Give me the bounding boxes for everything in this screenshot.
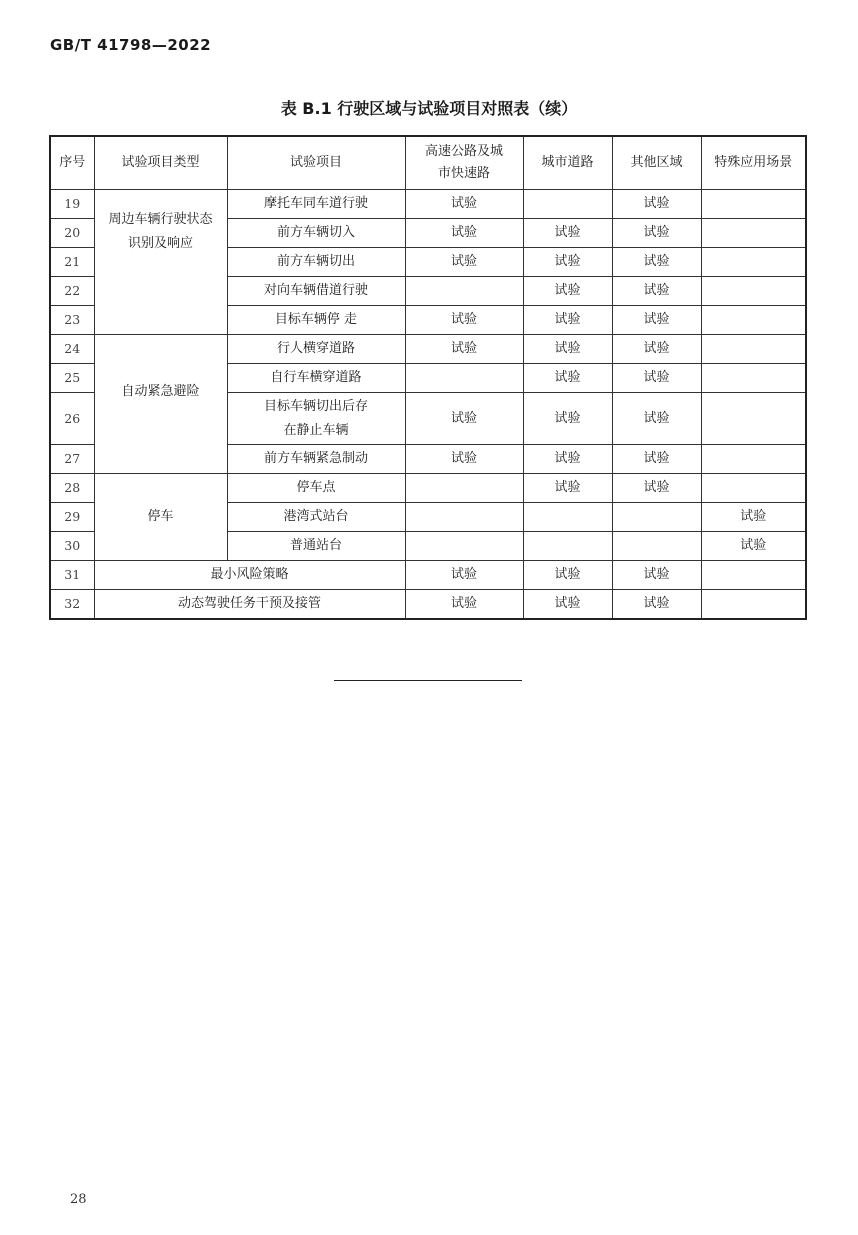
city-cell: 试验 [523, 219, 612, 248]
city-cell: 试验 [523, 445, 612, 474]
item-cell: 目标车辆停 走 [227, 306, 405, 335]
city-cell: 试验 [523, 364, 612, 393]
city-cell: 试验 [523, 277, 612, 306]
highway-cell: 试验 [405, 590, 523, 619]
item-cell: 自行车横穿道路 [227, 364, 405, 393]
city-cell: 试验 [523, 474, 612, 503]
table-row [50, 590, 806, 619]
item-cell: 普通站台 [227, 532, 405, 561]
header-other: 其他区域 [612, 136, 701, 190]
other-cell: 试验 [612, 561, 701, 590]
seq-cell: 25 [50, 364, 94, 393]
special-cell [701, 445, 806, 474]
standard-code: GB/T 41798—2022 [50, 36, 212, 54]
table-header-row [50, 136, 806, 190]
special-cell [701, 248, 806, 277]
item-cell: 前方车辆切出 [227, 248, 405, 277]
city-cell [523, 503, 612, 532]
table-row [50, 561, 806, 590]
seq-cell: 24 [50, 335, 94, 364]
item-cell: 摩托车同车道行驶 [227, 190, 405, 219]
special-cell [701, 561, 806, 590]
table-title: 表 B.1 行驶区域与试验项目对照表（续） [280, 99, 578, 118]
group-cell: 停车 [94, 474, 227, 561]
item-cell: 前方车辆紧急制动 [227, 445, 405, 474]
highway-cell [405, 474, 523, 503]
other-cell: 试验 [612, 277, 701, 306]
special-cell: 试验 [701, 532, 806, 561]
special-cell [701, 190, 806, 219]
highway-cell: 试验 [405, 393, 523, 445]
city-cell: 试验 [523, 248, 612, 277]
highway-cell [405, 364, 523, 393]
city-cell: 试验 [523, 335, 612, 364]
special-cell [701, 590, 806, 619]
table-row [50, 335, 806, 364]
highway-cell: 试验 [405, 306, 523, 335]
city-cell: 试验 [523, 306, 612, 335]
header-highway: 高速公路及城市快速路 [405, 136, 523, 190]
other-cell: 试验 [612, 335, 701, 364]
header-city: 城市道路 [523, 136, 612, 190]
item-cell: 前方车辆切入 [227, 219, 405, 248]
seq-cell: 26 [50, 393, 94, 445]
other-cell: 试验 [612, 590, 701, 619]
special-cell [701, 277, 806, 306]
seq-cell: 32 [50, 590, 94, 619]
other-cell: 试验 [612, 190, 701, 219]
item-cell: 目标车辆切出后存在静止车辆 [227, 393, 405, 445]
comparison-table [49, 135, 807, 620]
highway-cell [405, 503, 523, 532]
other-cell: 试验 [612, 219, 701, 248]
seq-cell: 29 [50, 503, 94, 532]
header-seq: 序号 [50, 136, 94, 190]
city-cell: 试验 [523, 590, 612, 619]
highway-cell: 试验 [405, 248, 523, 277]
page-number: 28 [70, 1192, 87, 1207]
special-cell [701, 219, 806, 248]
item-cell: 动态驾驶任务干预及接管 [94, 590, 405, 619]
group-cell: 周边车辆行驶状态识别及响应 [94, 190, 227, 335]
seq-cell: 23 [50, 306, 94, 335]
header-special: 特殊应用场景 [701, 136, 806, 190]
header-type: 试验项目类型 [94, 136, 227, 190]
other-cell [612, 532, 701, 561]
seq-cell: 31 [50, 561, 94, 590]
highway-cell [405, 532, 523, 561]
seq-cell: 19 [50, 190, 94, 219]
other-cell: 试验 [612, 393, 701, 445]
highway-cell [405, 277, 523, 306]
other-cell: 试验 [612, 306, 701, 335]
special-cell [701, 474, 806, 503]
other-cell [612, 503, 701, 532]
table-row [50, 474, 806, 503]
special-cell [701, 393, 806, 445]
special-cell [701, 364, 806, 393]
city-cell: 试验 [523, 393, 612, 445]
city-cell [523, 190, 612, 219]
header-item: 试验项目 [227, 136, 405, 190]
seq-cell: 30 [50, 532, 94, 561]
other-cell: 试验 [612, 248, 701, 277]
seq-cell: 20 [50, 219, 94, 248]
city-cell: 试验 [523, 561, 612, 590]
special-cell [701, 306, 806, 335]
highway-cell: 试验 [405, 561, 523, 590]
end-rule [334, 680, 522, 681]
item-cell: 行人横穿道路 [227, 335, 405, 364]
group-cell: 自动紧急避险 [94, 335, 227, 474]
highway-cell: 试验 [405, 335, 523, 364]
other-cell: 试验 [612, 364, 701, 393]
highway-cell: 试验 [405, 190, 523, 219]
other-cell: 试验 [612, 445, 701, 474]
item-cell: 最小风险策略 [94, 561, 405, 590]
seq-cell: 21 [50, 248, 94, 277]
seq-cell: 22 [50, 277, 94, 306]
seq-cell: 27 [50, 445, 94, 474]
special-cell [701, 335, 806, 364]
special-cell: 试验 [701, 503, 806, 532]
other-cell: 试验 [612, 474, 701, 503]
city-cell [523, 532, 612, 561]
highway-cell: 试验 [405, 219, 523, 248]
seq-cell: 28 [50, 474, 94, 503]
table-row [50, 190, 806, 219]
item-cell: 港湾式站台 [227, 503, 405, 532]
item-cell: 停车点 [227, 474, 405, 503]
highway-cell: 试验 [405, 445, 523, 474]
item-cell: 对向车辆借道行驶 [227, 277, 405, 306]
